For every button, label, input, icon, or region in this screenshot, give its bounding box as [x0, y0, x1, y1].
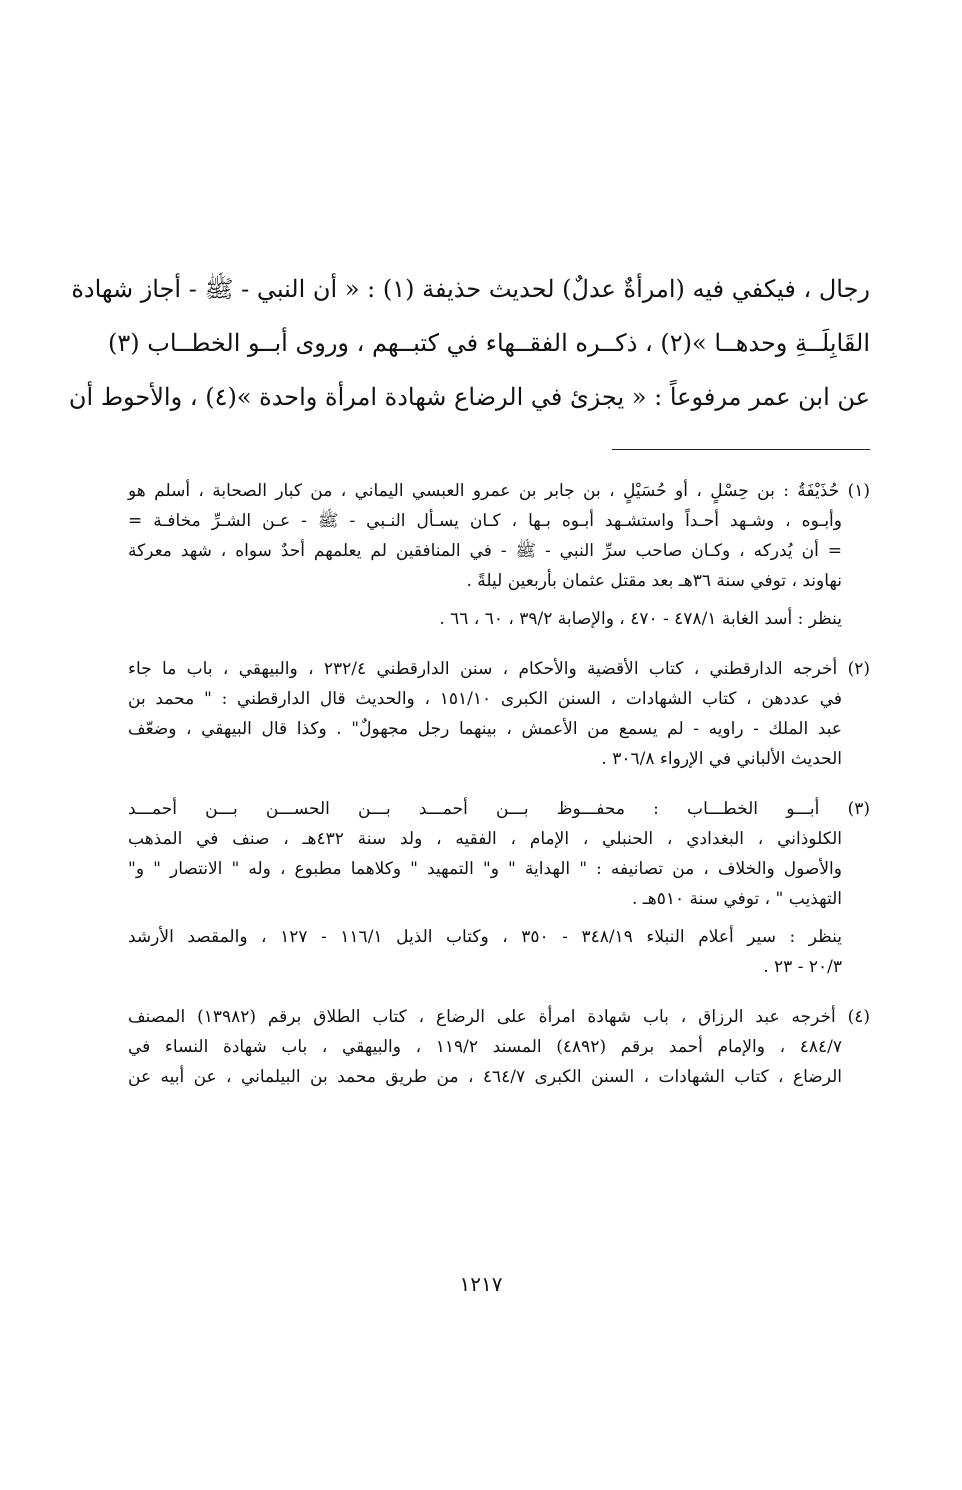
footnote-line: التهذيب " ، توفي سنة ٥١٠هـ .: [631, 889, 842, 909]
footnote-line: والأصول والخلاف ، من تصانيفه : " الهداية " و" التمهيد " وكلاهما مطبوع ، وله " الانتصار " و": [128, 859, 842, 879]
footnote-line: ٤٨٤/٧ ، والإمام أحمد برقم (٤٨٩٢) المسند ١١٩/٢ ، والبيهقي ، باب شهادة النساء في: [128, 1037, 842, 1057]
footnote-gap: [128, 990, 870, 1002]
footnote-gap: [128, 782, 870, 794]
footnote-3: [128, 794, 870, 982]
footnote-line: الكلوذاني ، البغدادي ، الحنبلي ، الإمام ، الفقيه ، ولد سنة ٤٣٢هـ ، صنف في المذهب: [128, 829, 842, 849]
footnote-line: الحديث الألباني في الإرواء ٣٠٦/٨ .: [601, 749, 842, 769]
footnote-line: الرضاع ، كتاب الشهادات ، السنن الكبرى ٤٦٤/٧ ، من طريق محمد بن البيلماني ، عن أبيه عن: [128, 1067, 842, 1087]
footnote-line: (١) حُذَيْفَةُ : بن حِسْلٍ ، أو حُسَيْلٍ ، بن جابر بن عمرو العبسي اليماني ، من كبار الصحابة ، أسلم هو: [128, 481, 870, 501]
main-text-line: عن ابن عمر مرفوعاً : « يجزئ في الرضاع شهادة امرأة واحدة »(٤) ، والأحوط أن: [68, 383, 870, 411]
main-text-line: رجال ، فيكفي فيه (امرأةٌ عدلٌ) لحديث حذيفة (١) : « أن النبي - ﷺ - أجاز شهادة: [71, 275, 870, 303]
main-text-line: القَابِلَــةِ وحدهــا »(٢) ، ذكــره الفقــهاء في كتبــهم ، وروى أبــو الخطــاب (٣): [108, 329, 870, 357]
footnote-line: (٢) أخرجه الدارقطني ، كتاب الأقضية والأحكام ، سنن الدارقطني ٢٣٢/٤ ، والبيهقي ، باب ما جاء: [128, 659, 870, 679]
footnote-line: عبد الملك - راويه - لم يسمع من الأعمش ، بينهما رجل مجهولٌ" . وكذا قال البيهقي ، وضعّف: [128, 719, 842, 739]
footnote-reference: ينظر : أسد الغابة ٤٧٨/١ - ٤٧٠ ، والإصابة ٣٩/٢ ، ٦٠ ، ٦٦ .: [439, 609, 842, 629]
footnotes: [128, 476, 870, 1100]
footnote-line: وأبـوه ، وشـهد أحـداً واستشـهد أبـوه بـها ، كـان يسـأل النـبي - ﷺ - عـن الشـرِّ مخافـة =: [128, 511, 842, 531]
footnote-line: = أن يُدركه ، وكـان صاحب سرِّ النبي - ﷺ - في المنافقين لم يعلمهم أحدٌ سواه ، شهد معركة: [128, 541, 842, 561]
footnote-line: (٤) أخرجه عبد الرزاق ، باب شهادة امرأة على الرضاع ، كتاب الطلاق برقم (١٣٩٨٢) المصنف: [128, 1007, 870, 1027]
footnote-reference: ينظر : سير أعلام النبلاء ٣٤٨/١٩ - ٣٥٠ ، وكتاب الذيل ١١٦/١ - ١٢٧ ، والمقصد الأرشد: [128, 927, 842, 947]
footnote-4: [128, 1002, 870, 1092]
footnote-1: [128, 476, 870, 634]
main-text: [68, 262, 870, 424]
footnote-line: (٣) أبـــو الخطـــاب : محفـــوظ بـــن أحمـــد بـــن الحســـن بـــن أحمـــد: [128, 799, 870, 819]
footnote-line: نهاوند ، توفي سنة ٣٦هـ بعد مقتل عثمان بأربعين ليلةً .: [466, 571, 842, 591]
footnote-gap: [128, 642, 870, 654]
footnote-separator: [612, 449, 870, 450]
footnote-reference: ٢٠/٣ - ٢٣ .: [763, 957, 842, 977]
footnote-line: في عددهن ، كتاب الشهادات ، السنن الكبرى ١٥١/١٠ ، والحديث قال الدارقطني : " محمد بن: [128, 689, 842, 709]
page-number: ١٢١٧: [459, 1272, 503, 1296]
footnote-2: [128, 654, 870, 774]
